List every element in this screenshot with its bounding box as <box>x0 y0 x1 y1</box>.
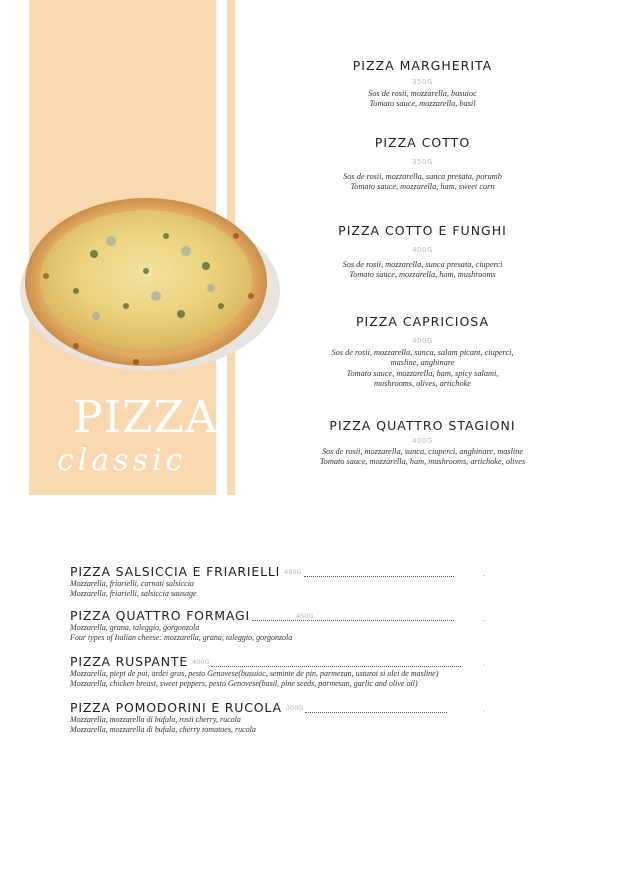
hero-title: PIZZA <box>73 392 218 443</box>
item-desc-en: Mozzarella, chicken breast, sweet peppers, pesto Genovese(basil, pine seeds, parmesan, garlic and olive oil) <box>70 679 418 688</box>
item-desc-en: Four types of Italian cheese: mozzarella, grana, taleggio, gorgonzola <box>70 633 293 642</box>
item-desc-en-cont: mushrooms, olives, artichoke <box>374 378 471 388</box>
item-desc-ro: Sos de rosii, mozzarella, sunca, salam picant, ciuperci, <box>331 348 514 357</box>
menu-item-cotto <box>300 135 545 193</box>
item-price: 350G <box>412 78 433 86</box>
dotted-leader <box>305 712 447 713</box>
dot-marker <box>483 710 485 711</box>
item-desc-ro: Sos de rosii, mozzarella, sunca presata, ciuperci <box>342 260 503 269</box>
hero-subtitle: classic <box>57 443 187 478</box>
item-price: 300G <box>285 704 304 712</box>
item-desc-ro: Mozzarella, friarielli, carnati salsiccia <box>70 579 194 588</box>
item-price: 350G <box>412 158 433 166</box>
pizza-photo <box>16 196 280 374</box>
dotted-leader <box>211 666 461 667</box>
item-desc-ro: Sos de rosii, mozzarella, sunca presata, porumb <box>343 172 502 181</box>
menu-item-margherita <box>300 58 545 110</box>
item-desc-en: Mozzarella, mozzarella di bufala, cherry tomatoes, rucola <box>70 725 256 734</box>
item-desc-en: Tomato sauce, mozzarella, basil <box>369 99 476 109</box>
item-name: PIZZA COTTO E FUNGHI <box>338 223 507 238</box>
item-price: 400G <box>412 337 433 345</box>
item-price: 400G <box>192 658 210 666</box>
item-desc-en: Mozzarella, friarielli, salsiccia sausage <box>70 589 197 598</box>
item-price: 400G <box>412 437 433 445</box>
item-name: PIZZA QUATTRO STAGIONI <box>329 418 516 433</box>
menu-item-cotto-funghi <box>300 223 545 281</box>
list-item-ruspante <box>70 655 490 689</box>
dot-marker <box>483 665 485 666</box>
item-desc-en: Tomato sauce, mozzarella, ham, spicy salami, <box>346 368 499 378</box>
item-name: PIZZA POMODORINI E RUCOLA <box>70 700 282 715</box>
item-name: PIZZA SALSICCIA E FRIARIELLI <box>70 564 281 579</box>
list-item-salsiccia <box>70 565 490 599</box>
item-price: 450G <box>284 568 302 576</box>
item-desc-ro-cont: masline, anghinare <box>390 358 455 368</box>
item-desc-ro: Mozzarella, mozzarella di bufala, rosii cherry, rucola <box>70 715 241 724</box>
item-price: 400G <box>412 246 433 254</box>
item-desc-ro: Mozzarella, grana, taleggio, gorgonzola <box>70 623 200 632</box>
item-name: PIZZA MARGHERITA <box>352 58 493 73</box>
list-item-pomodorini <box>70 701 490 735</box>
item-desc-ro: Sos de rosii, mozzarella, sunca, ciuperci, anghinare, masline <box>321 447 524 456</box>
dot-marker <box>483 575 485 576</box>
item-desc-ro: Sos de rosii, mozzarella, busuioc <box>368 89 477 98</box>
item-desc-en: Tomato sauce, mozzarella, ham, mushrooms, artichoke, olives <box>319 457 526 467</box>
menu-item-capriciosa <box>300 314 545 389</box>
dotted-leader <box>304 576 454 577</box>
menu-item-quattro-stagioni <box>300 418 545 468</box>
item-desc-ro: Mozzarella, piept de pui, ardei gras, pesto Genovese(busuioc, seminte de pin, parmezan, usturoi si ulei de masline) <box>70 669 439 678</box>
item-name: PIZZA COTTO <box>374 135 471 150</box>
dot-marker <box>483 620 485 621</box>
item-desc-en: Tomato sauce, mozzarella, ham, sweet corn <box>350 182 495 192</box>
list-item-quattro-formagi <box>70 609 490 643</box>
item-desc-en: Tomato sauce, mozzarella, ham, mushrooms <box>349 270 496 280</box>
item-price: 450G <box>296 612 314 620</box>
dotted-leader <box>252 620 454 621</box>
item-name: PIZZA RUSPANTE <box>70 654 189 669</box>
item-name: PIZZA QUATTRO FORMAGI <box>70 608 250 623</box>
item-name: PIZZA CAPRICIOSA <box>355 314 490 329</box>
